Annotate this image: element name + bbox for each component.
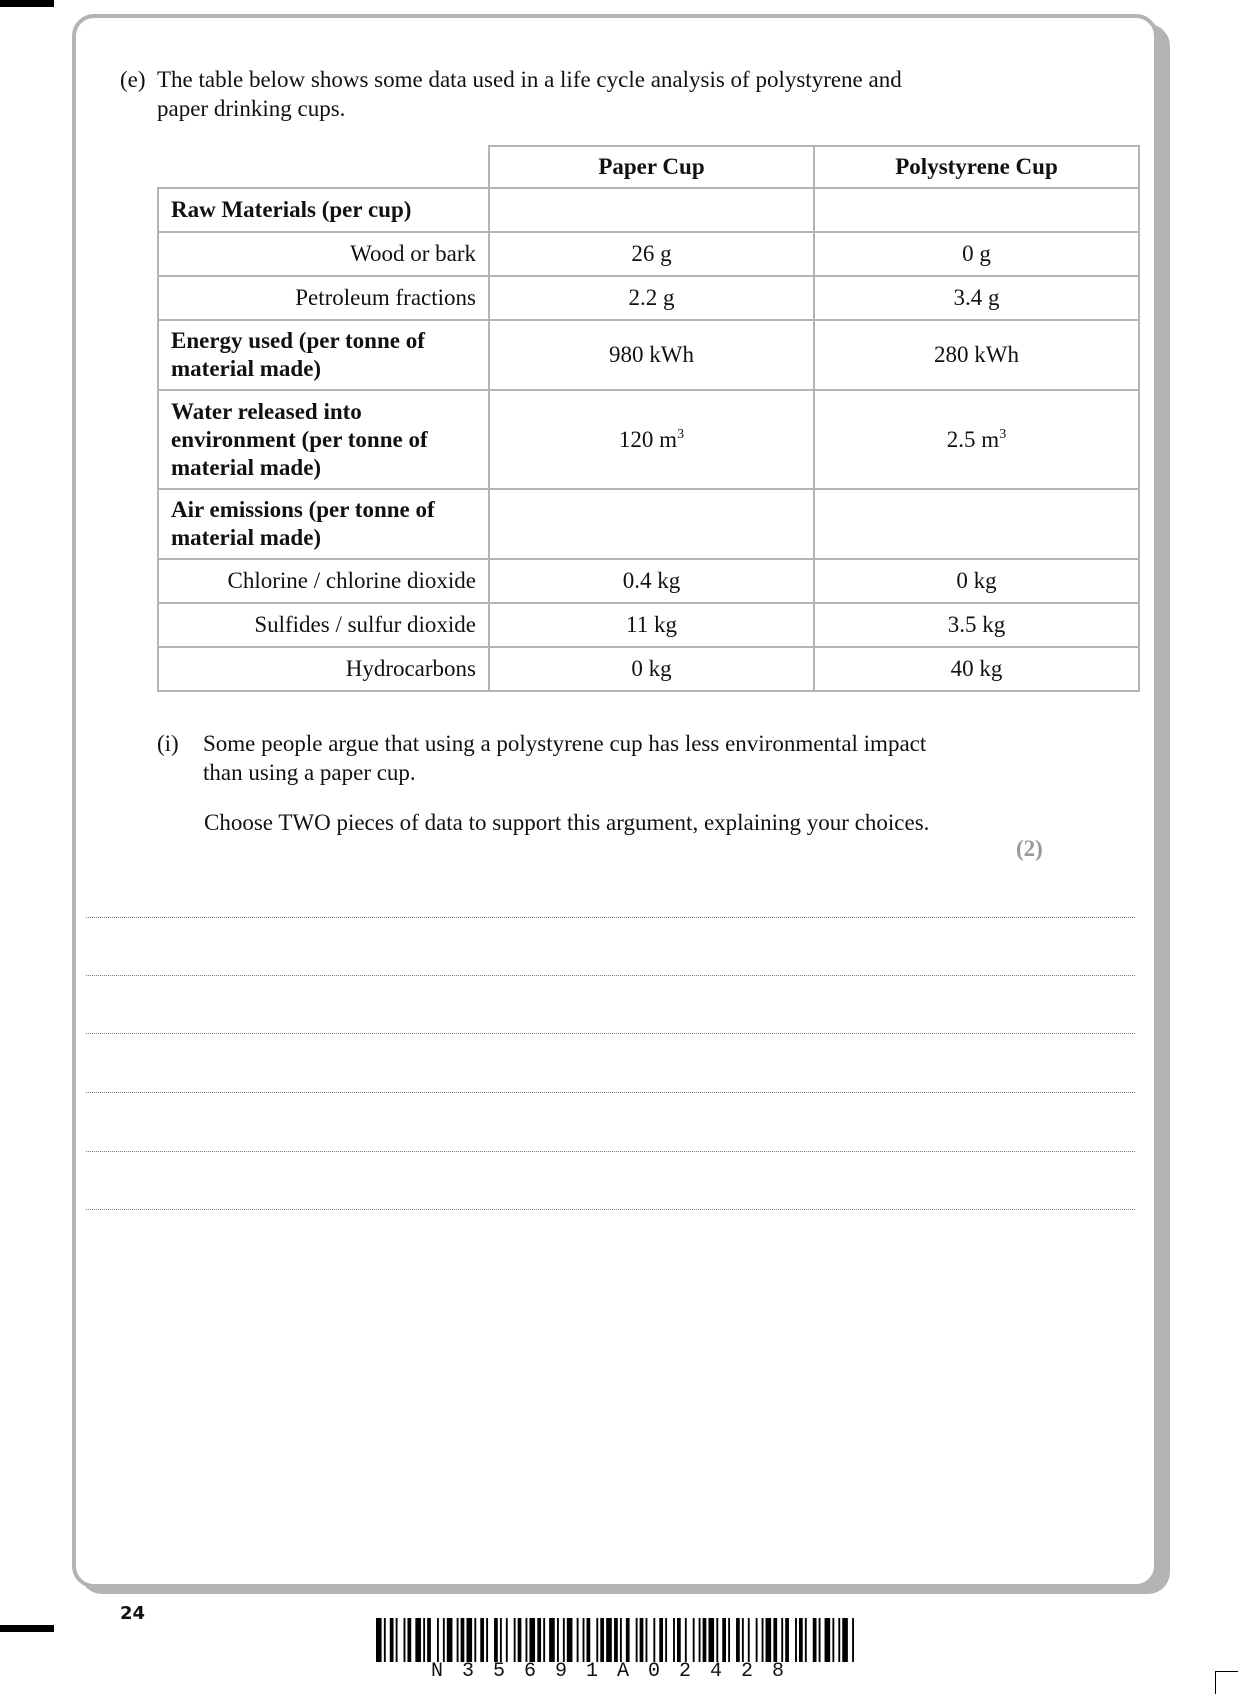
cell-paper — [489, 390, 814, 489]
barcode-bar — [543, 1618, 545, 1662]
barcode-bar — [506, 1618, 508, 1662]
intro-line-1: The table below shows some data used in a life cycle analysis of polystyrene and — [157, 67, 902, 92]
cell-paper-unit-power: 3 — [677, 426, 685, 442]
barcode-bar — [537, 1618, 541, 1662]
barcode-bar — [486, 1618, 488, 1662]
table-row — [158, 647, 1139, 691]
barcode-bar — [677, 1618, 681, 1662]
question-label: (e) — [120, 67, 146, 92]
barcode-bar — [762, 1618, 764, 1662]
barcode-bar — [819, 1618, 821, 1662]
cell-paper: 26 g — [489, 232, 814, 276]
barcode-bar — [549, 1618, 555, 1662]
answer-line[interactable] — [86, 975, 1135, 976]
cell-paper: 980 kWh — [489, 320, 814, 390]
barcode-bar — [685, 1618, 687, 1662]
barcode-bar — [636, 1618, 638, 1662]
row-label: Petroleum fractions — [158, 276, 489, 320]
barcode-bar — [376, 1618, 382, 1662]
page-number: 24 — [120, 1603, 146, 1624]
barcode-bar — [728, 1618, 730, 1662]
barcode-bar — [396, 1618, 398, 1662]
barcode-bar — [842, 1618, 848, 1662]
barcode-bar — [500, 1618, 502, 1662]
barcode-bar — [526, 1618, 528, 1662]
barcode-bar — [781, 1618, 783, 1662]
row-label-line: Energy used (per tonne of — [171, 328, 425, 353]
cell-paper: 0 kg — [489, 647, 814, 691]
table-row — [158, 276, 1139, 320]
barcode-bar — [693, 1618, 695, 1662]
row-label-line: material made) — [171, 356, 322, 381]
barcode-bar — [832, 1618, 834, 1662]
barcode-bar — [557, 1618, 559, 1662]
barcode-bar — [708, 1618, 714, 1662]
registration-mark-bottom — [0, 1625, 54, 1632]
row-label: Sulfides / sulfur dioxide — [158, 603, 489, 647]
barcode-bar — [600, 1618, 604, 1662]
cell-paper: 0.4 kg — [489, 559, 814, 603]
answer-line[interactable] — [86, 1209, 1135, 1210]
row-label-line: Water released into — [171, 398, 362, 424]
cell-polystyrene — [814, 188, 1139, 232]
barcode-bar — [736, 1618, 740, 1662]
cell-paper: 11 kg — [489, 603, 814, 647]
barcode-bar — [567, 1618, 573, 1662]
barcode-bar — [494, 1618, 498, 1662]
answer-line[interactable] — [86, 1092, 1135, 1093]
barcode-bar — [799, 1618, 803, 1662]
barcode-bar — [659, 1618, 663, 1662]
barcode-bar — [742, 1618, 744, 1662]
row-label: Raw Materials (per cup) — [158, 188, 489, 232]
row-label — [158, 390, 489, 489]
row-label — [158, 320, 489, 390]
cell-polystyrene-value: 2.5 m — [946, 426, 1000, 452]
cell-polystyrene: 3.5 kg — [814, 603, 1139, 647]
barcode-bar — [563, 1618, 565, 1662]
barcode-icon — [376, 1618, 858, 1662]
lca-data-table — [157, 145, 1140, 692]
barcode-bar — [646, 1618, 648, 1662]
cell-paper — [489, 188, 814, 232]
barcode-bar — [447, 1618, 453, 1662]
barcode-bar — [583, 1618, 585, 1662]
barcode-bar — [703, 1618, 707, 1662]
part-i-question — [157, 729, 1057, 787]
barcode-bar — [480, 1618, 484, 1662]
table-row — [158, 188, 1139, 232]
barcode-bar — [795, 1618, 797, 1662]
table-corner-cell — [158, 146, 489, 188]
table-row — [158, 320, 1139, 390]
barcode-bar — [466, 1618, 472, 1662]
barcode-bar — [587, 1618, 591, 1662]
cell-paper-value: 120 m — [618, 426, 678, 452]
cell-polystyrene: 0 kg — [814, 559, 1139, 603]
header-paper-cup: Paper Cup — [489, 146, 814, 188]
barcode-bar — [443, 1618, 445, 1662]
barcode-bar — [577, 1618, 579, 1662]
marks-badge: (2) — [1016, 836, 1043, 861]
intro-line-2: paper drinking cups. — [157, 96, 346, 121]
barcode-bar — [785, 1618, 789, 1662]
barcode-bar — [665, 1618, 667, 1662]
header-polystyrene-cup: Polystyrene Cup — [814, 146, 1139, 188]
barcode-number: N35691A02428 — [430, 1660, 804, 1683]
table-row — [158, 603, 1139, 647]
barcode-bar — [384, 1618, 386, 1662]
row-label: Chlorine / chlorine dioxide — [158, 559, 489, 603]
cell-polystyrene: 40 kg — [814, 647, 1139, 691]
barcode-bar — [415, 1618, 421, 1662]
barcode-bar — [699, 1618, 701, 1662]
cell-polystyrene-unit-power: 3 — [999, 426, 1007, 442]
part-i-number: (i) — [157, 731, 179, 756]
barcode-bar — [407, 1618, 411, 1662]
cell-polystyrene: 0 g — [814, 232, 1139, 276]
barcode-bar — [461, 1618, 465, 1662]
barcode-bar — [722, 1618, 726, 1662]
barcode-bar — [773, 1618, 777, 1662]
table-header-row — [158, 146, 1139, 188]
barcode-bar — [766, 1618, 772, 1662]
barcode-bar — [626, 1618, 630, 1662]
barcode-bar — [404, 1618, 406, 1662]
cell-polystyrene — [814, 390, 1139, 489]
barcode-bar — [437, 1618, 439, 1662]
part-i-line-2: than using a paper cup. — [203, 760, 416, 785]
barcode-bar — [716, 1618, 718, 1662]
barcode-bar — [673, 1618, 675, 1662]
answer-line[interactable] — [86, 917, 1135, 918]
barcode-bar — [427, 1618, 431, 1662]
barcode-bar — [813, 1618, 817, 1662]
barcode-bar — [756, 1618, 758, 1662]
cell-paper: 2.2 g — [489, 276, 814, 320]
row-label-line: environment (per tonne of — [171, 426, 428, 452]
cell-polystyrene: 280 kWh — [814, 320, 1139, 390]
barcode-bar — [606, 1618, 612, 1662]
barcode-bar — [423, 1618, 425, 1662]
barcode-bar — [518, 1618, 522, 1662]
row-label: Hydrocarbons — [158, 647, 489, 691]
table-row — [158, 390, 1139, 489]
barcode-bar — [653, 1618, 655, 1662]
barcode-bar — [457, 1618, 459, 1662]
barcode-bar — [620, 1618, 622, 1662]
table-row — [158, 232, 1139, 276]
row-label: Wood or bark — [158, 232, 489, 276]
registration-mark-top — [0, 0, 54, 7]
part-i-instruction: Choose TWO pieces of data to support this argument, explaining your choices. — [204, 810, 930, 835]
barcode-bar — [825, 1618, 831, 1662]
answer-line[interactable] — [86, 1033, 1135, 1034]
barcode-bar — [614, 1618, 618, 1662]
barcode-bar — [596, 1618, 598, 1662]
row-label — [158, 489, 489, 559]
barcode-bar — [805, 1618, 807, 1662]
cell-paper — [489, 489, 814, 559]
row-label-line: material made) — [171, 525, 322, 550]
table-row — [158, 489, 1139, 559]
row-label-line: Air emissions (per tonne of — [171, 497, 435, 522]
barcode-bar — [514, 1618, 516, 1662]
barcode-bar — [852, 1618, 854, 1662]
barcode-bar — [529, 1618, 535, 1662]
cell-polystyrene — [814, 489, 1139, 559]
cell-polystyrene: 3.4 g — [814, 276, 1139, 320]
barcode-bar — [474, 1618, 476, 1662]
table-row — [158, 559, 1139, 603]
answer-line[interactable] — [86, 1151, 1135, 1152]
question-intro — [120, 65, 1020, 123]
part-i-line-1: Some people argue that using a polystyrene cup has less environmental impact — [203, 731, 927, 756]
barcode-bar — [748, 1618, 750, 1662]
row-label-line: material made) — [171, 454, 322, 480]
barcode-bar — [390, 1618, 394, 1662]
barcode-bar — [640, 1618, 644, 1662]
barcode-bar — [838, 1618, 840, 1662]
crop-mark — [1215, 1671, 1238, 1694]
